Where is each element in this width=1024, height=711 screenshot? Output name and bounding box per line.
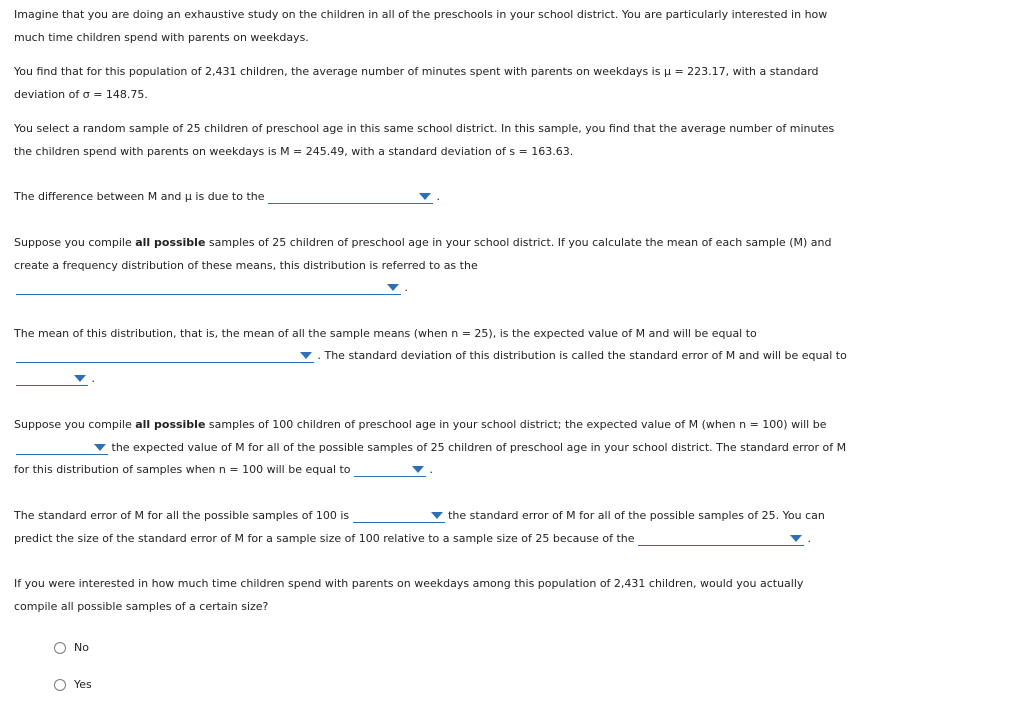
standard-error-100-dropdown[interactable] xyxy=(354,463,426,477)
question-distribution-bold: all possible xyxy=(135,236,206,249)
radio-option-yes[interactable] xyxy=(54,678,92,691)
question-mean-mid: . The standard deviation of this distribution is called the standard error of M and will be equal to xyxy=(317,349,847,362)
radio-option-no[interactable] xyxy=(54,641,89,654)
population-line-1: You find that for this population of 2,431 children, the average number of minutes spent with parents on weekdays is μ = 223.17, with a standard xyxy=(14,65,819,78)
chevron-down-icon xyxy=(94,444,106,451)
chevron-down-icon xyxy=(412,466,424,473)
question-mean-line-2 xyxy=(16,349,847,363)
question-se-line-1 xyxy=(14,509,825,523)
radio-button-yes[interactable] xyxy=(54,679,66,691)
question-100-bold: all possible xyxy=(135,418,206,431)
question-distribution-post: samples of 25 children of preschool age in your school district. If you calculate the mean of each sample (M) and xyxy=(208,236,832,249)
question-distribution-line-3 xyxy=(16,281,408,295)
question-compile-line-1: If you were interested in how much time children spend with parents on weekdays among this population of 2,431 children, would you actually xyxy=(14,577,804,590)
question-100-l2-text: the expected value of M for all of the possible samples of 25 children of preschool age in your school district. The standard error of M xyxy=(111,441,847,454)
standard-error-25-dropdown[interactable] xyxy=(16,372,88,386)
intro-line-1: Imagine that you are doing an exhaustive study on the children in all of the preschools in your school district. You are particularly interested in how xyxy=(14,8,828,21)
question-difference-text: The difference between M and μ is due to the xyxy=(14,190,265,203)
chevron-down-icon xyxy=(387,284,399,291)
question-se-l2-text: predict the size of the standard error of M for a sample size of 100 relative to a sample size of 25 because of the xyxy=(14,532,635,545)
question-distribution-end: . xyxy=(404,281,408,294)
question-100-line-1 xyxy=(14,418,826,432)
expected-value-comparison-dropdown[interactable] xyxy=(16,441,108,455)
sample-line-2: the children spend with parents on weekdays is M = 245.49, with a standard deviation of s = 163.63. xyxy=(14,145,574,158)
question-se-line-2 xyxy=(14,532,811,546)
question-100-line-3 xyxy=(14,463,433,477)
question-100-end: . xyxy=(429,463,434,476)
question-mean-end: . xyxy=(91,372,95,385)
question-se-end: . xyxy=(807,532,812,545)
question-se-post: the standard error of M for all of the possible samples of 25. You can xyxy=(448,509,825,522)
question-distribution-pre: Suppose you compile xyxy=(14,236,132,249)
question-mean-line-1: The mean of this distribution, that is, the mean of all the sample means (when n = 25), is the expected value of M and will be equal to xyxy=(14,327,757,340)
prediction-reason-dropdown[interactable] xyxy=(638,532,804,546)
question-mean-line-3 xyxy=(16,372,95,386)
chevron-down-icon xyxy=(300,352,312,359)
question-100-pre: Suppose you compile xyxy=(14,418,132,431)
radio-button-no[interactable] xyxy=(54,642,66,654)
standard-error-comparison-dropdown[interactable] xyxy=(353,509,445,523)
distribution-name-dropdown[interactable] xyxy=(16,281,401,295)
chevron-down-icon xyxy=(74,375,86,382)
question-difference-end: . xyxy=(436,190,441,203)
difference-cause-dropdown[interactable] xyxy=(268,190,433,204)
question-100-line-2 xyxy=(16,441,846,455)
chevron-down-icon xyxy=(431,512,443,519)
question-100-post: samples of 100 children of preschool age in your school district; the expected value of M (when n = 100) will be xyxy=(208,418,827,431)
question-distribution-line-1 xyxy=(14,236,831,250)
population-line-2: deviation of σ = 148.75. xyxy=(14,88,148,101)
intro-line-2: much time children spend with parents on weekdays. xyxy=(14,31,309,44)
question-distribution-line-2: create a frequency distribution of these means, this distribution is referred to as the xyxy=(14,259,478,272)
sample-line-1: You select a random sample of 25 children of preschool age in this same school district. In this sample, you find that the average number of minutes xyxy=(14,122,835,135)
question-difference xyxy=(14,190,440,204)
radio-label-no: No xyxy=(74,641,89,654)
question-100-l3-text: for this distribution of samples when n = 100 will be equal to xyxy=(14,463,351,476)
question-se-pre: The standard error of M for all the possible samples of 100 is xyxy=(14,509,350,522)
radio-label-yes: Yes xyxy=(74,678,92,691)
chevron-down-icon xyxy=(419,193,431,200)
question-compile-line-2: compile all possible samples of a certain size? xyxy=(14,600,269,613)
expected-value-dropdown[interactable] xyxy=(16,349,314,363)
chevron-down-icon xyxy=(790,535,802,542)
